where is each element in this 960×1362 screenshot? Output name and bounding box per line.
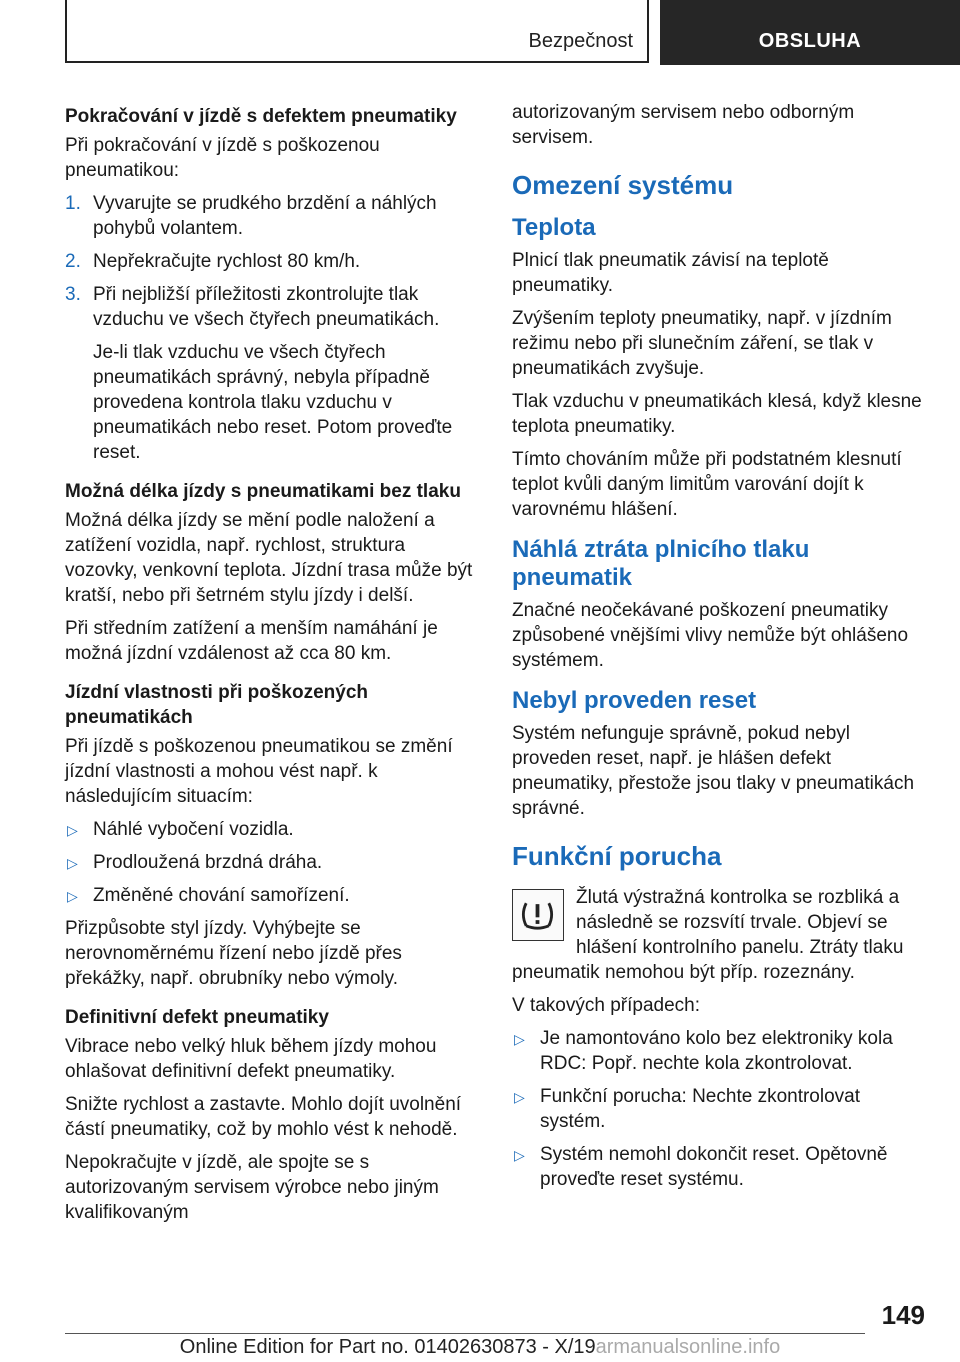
- triangle-bullet-icon: ▷: [514, 1031, 525, 1047]
- section-title-definitive-defect: Definitivní defekt pneumatiky: [65, 1007, 329, 1028]
- paragraph: Možná délka jízdy se mění podle naložení a zatížení vozidla, např. rychlost, struktura vozovky, venkovní teplota. Jízdní trasa může být kratší, nebo při šetrném stylu jízdy i delší.: [65, 510, 473, 606]
- bullet-list: [65, 817, 477, 908]
- list-item-text: Náhlé vybočení vozidla.: [93, 819, 294, 840]
- section-title-handling: Jízdní vlastnosti při poškozených pneumatikách: [65, 682, 369, 728]
- page-header: [0, 0, 960, 66]
- step-item: [65, 191, 477, 241]
- paragraph: Tímto chováním může při podstatném klesnutí teplot kvůli daným limitům varování dojít k varovnému hlášení.: [512, 449, 902, 520]
- list-item-text: Prodloužená brzdná dráha.: [93, 852, 323, 873]
- paragraph: Přizpůsobte styl jízdy. Vyhýbejte se nerovnoměrnému řízení nebo jízdě přes překážky, např. obrubníky nebo výmoly.: [65, 918, 402, 989]
- list-item-text: Funkční porucha: Nechte zkontrolovat systém.: [540, 1086, 861, 1132]
- list-item: [65, 817, 477, 842]
- page-footer: [0, 1336, 960, 1359]
- section-title-range: Možná délka jízdy s pneumatikami bez tlaku: [65, 481, 461, 502]
- step-number: 1.: [65, 193, 81, 214]
- tire-pressure-warning-icon: [512, 889, 564, 941]
- heading-temperature: Teplota: [512, 214, 596, 241]
- step-note: Je-li tlak vzduchu ve všech čtyřech pneumatikách správný, nebyla případně provedena kontrola tlaku vzduchu v pneumatikách nebo reset. Potom proveďte reset.: [93, 342, 453, 463]
- step-item: [65, 282, 477, 332]
- header-section-box: [65, 0, 649, 63]
- heading-malfunction: Funkční porucha: [512, 841, 722, 871]
- footer-divider: [65, 1333, 865, 1334]
- header-chapter-box: [660, 0, 960, 65]
- malfunction-block: [512, 885, 924, 985]
- step-text: Při nejbližší příležitosti zkontrolujte tlak vzduchu ve všech čtyřech pneumatikách.: [93, 284, 440, 330]
- heading-sudden-pressure-loss: Náhlá ztráta plnicího tlaku pneumatik: [512, 536, 810, 591]
- paragraph: Při pokračování v jízdě s poškozenou pneumatikou:: [65, 135, 380, 181]
- paragraph: V takových případech:: [512, 995, 700, 1016]
- triangle-bullet-icon: ▷: [67, 888, 78, 904]
- triangle-bullet-icon: ▷: [67, 855, 78, 871]
- footer-brand: armanualsonline.info: [595, 1336, 781, 1358]
- list-item: [65, 883, 477, 908]
- paragraph: Při jízdě s poškozenou pneumatikou se změní jízdní vlastnosti a mohou vést např. k následujícím situacím:: [65, 736, 453, 807]
- paragraph-continued: autorizovaným servisem nebo odborným servisem.: [512, 102, 855, 148]
- left-column: [65, 100, 477, 1233]
- triangle-bullet-icon: ▷: [67, 822, 78, 838]
- step-item: [65, 249, 477, 274]
- steps-list: [65, 191, 477, 332]
- step-number: 2.: [65, 251, 81, 272]
- list-item-text: Systém nemohl dokončit reset. Opětovně proveďte reset systému.: [540, 1144, 888, 1190]
- footer-text: Online Edition for Part no. 01402630873 - X/19: [179, 1336, 596, 1358]
- heading-system-limits: Omezení systému: [512, 170, 734, 200]
- heading-no-reset: Nebyl proveden reset: [512, 687, 757, 714]
- page-number: 149: [881, 1300, 925, 1330]
- right-column: [512, 100, 924, 1200]
- list-item-text: Změněné chování samořízení.: [93, 885, 350, 906]
- paragraph: Vibrace nebo velký hluk během jízdy mohou ohlašovat definitivní defekt pneumatiky.: [65, 1036, 437, 1082]
- list-item-text: Je namontováno kolo bez elektroniky kola RDC: Popř. nechte kola zkontrolovat.: [540, 1028, 893, 1074]
- paragraph: Značné neočekávané poškození pneumatiky způsobené vnějšími vlivy nemůže být ohlášeno systémem.: [512, 600, 909, 671]
- list-item: [512, 1142, 924, 1192]
- list-item: [512, 1026, 924, 1076]
- list-item: [512, 1084, 924, 1134]
- paragraph: Zvýšením teploty pneumatiky, např. v jízdním režimu nebo při slunečním záření, se tlak v pneumatikách zvyšuje.: [512, 308, 892, 379]
- list-item: [65, 850, 477, 875]
- paragraph: Při středním zatížení a menším namáhání je možná jízdní vzdálenost až cca 80 km.: [65, 618, 438, 664]
- paragraph: Systém nefunguje správně, pokud nebyl proveden reset, např. je hlášen defekt pneumatiky, přestože jsou tlaky v pneumatikách správné.: [512, 723, 915, 819]
- step-text: Vyvarujte se prudkého brzdění a náhlých pohybů volantem.: [93, 193, 437, 239]
- header-chapter-title: OBSLUHA: [758, 30, 862, 52]
- bullet-list: [512, 1026, 924, 1192]
- header-section-title: Bezpečnost: [528, 30, 633, 52]
- paragraph: Tlak vzduchu v pneumatikách klesá, když klesne teplota pneumatiky.: [512, 391, 922, 437]
- triangle-bullet-icon: ▷: [514, 1147, 525, 1163]
- section-title-continue-driving: Pokračování v jízdě s defektem pneumatiky: [65, 106, 457, 127]
- paragraph: Snižte rychlost a zastavte. Mohlo dojít uvolnění částí pneumatiky, což by mohlo vést k nehodě.: [65, 1094, 462, 1140]
- paragraph: Plnicí tlak pneumatik závisí na teplotě pneumatiky.: [512, 250, 829, 296]
- triangle-bullet-icon: ▷: [514, 1089, 525, 1105]
- paragraph: Žlutá výstražná kontrolka se rozbliká a následně se rozsvítí trvale. Objeví se hlášení kontrolního panelu. Ztráty tlaku pneumatik nemohou být příp. rozeznány.: [512, 887, 904, 983]
- step-text: Nepřekračujte rychlost 80 km/h.: [93, 251, 361, 272]
- paragraph: Nepokračujte v jízdě, ale spojte se s autorizovaným servisem výrobce nebo jiným kvalifikovaným: [65, 1152, 439, 1223]
- step-number: 3.: [65, 284, 81, 305]
